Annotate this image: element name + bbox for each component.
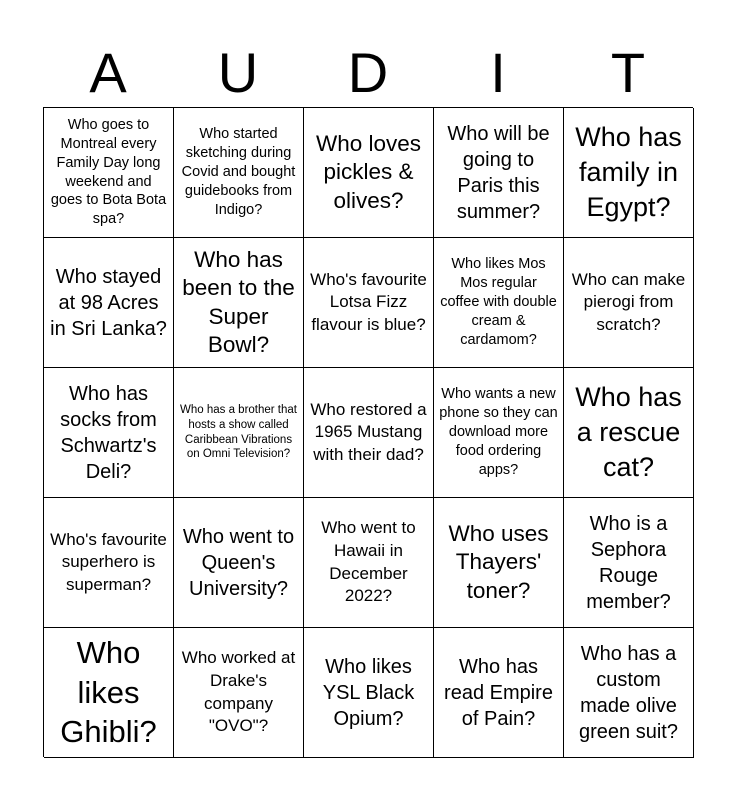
cell-text: Who went to Queen's University? bbox=[182, 525, 295, 600]
cell-text: Who stayed at 98 Acres in Sri Lanka? bbox=[50, 265, 167, 340]
cell-text: Who restored a 1965 Mustang with their dad? bbox=[310, 399, 427, 464]
bingo-cell-r4c1[interactable] bbox=[44, 498, 174, 628]
header-letter-d: D bbox=[347, 41, 389, 104]
bingo-cell-r4c2[interactable] bbox=[174, 498, 304, 628]
bingo-cell-r3c4[interactable] bbox=[434, 368, 564, 498]
bingo-cell-r4c4[interactable] bbox=[434, 498, 564, 628]
bingo-grid bbox=[43, 107, 693, 757]
cell-text: Who has family in Egypt? bbox=[575, 121, 682, 223]
bingo-cell-r5c1[interactable] bbox=[44, 628, 174, 758]
cell-text: Who will be going to Paris this summer? bbox=[447, 122, 550, 223]
header-letter-u: U bbox=[217, 41, 259, 104]
bingo-cell-r4c3[interactable] bbox=[304, 498, 434, 628]
cell-text: Who likes Mos Mos regular coffee with double cream & cardamom? bbox=[440, 256, 557, 348]
cell-text: Who has socks from Schwartz's Deli? bbox=[60, 382, 157, 483]
bingo-cell-r2c4[interactable] bbox=[434, 238, 564, 368]
cell-text: Who goes to Montreal every Family Day long weekend and goes to Bota Bota spa? bbox=[50, 116, 167, 228]
cell-text: Who has a rescue cat? bbox=[575, 381, 682, 483]
header-letter-t: T bbox=[610, 41, 646, 104]
cell-text: Who has a brother that hosts a show called Caribbean Vibrations on Omni Television? bbox=[180, 403, 297, 461]
bingo-cell-r2c3[interactable] bbox=[304, 238, 434, 368]
bingo-cell-r2c2[interactable] bbox=[174, 238, 304, 368]
cell-text: Who can make pierogi from scratch? bbox=[571, 269, 686, 334]
bingo-cell-r5c2[interactable] bbox=[174, 628, 304, 758]
cell-text: Who went to Hawaii in December 2022? bbox=[321, 518, 416, 606]
cell-text: Who likes Ghibli? bbox=[60, 634, 157, 750]
bingo-cell-r3c3[interactable] bbox=[304, 368, 434, 498]
cell-text: Who has read Empire of Pain? bbox=[444, 655, 553, 730]
bingo-cell-r5c4[interactable] bbox=[434, 628, 564, 758]
bingo-cell-r1c4[interactable] bbox=[434, 108, 564, 238]
cell-text: Who likes YSL Black Opium? bbox=[322, 655, 415, 730]
cell-text: Who started sketching during Covid and bought guidebooks from Indigo? bbox=[181, 126, 296, 218]
bingo-cell-r1c2[interactable] bbox=[174, 108, 304, 238]
cell-text: Who's favourite superhero is superman? bbox=[50, 529, 167, 594]
cell-text: Who has been to the Super Bowl? bbox=[182, 247, 295, 357]
cell-text: Who's favourite Lotsa Fizz flavour is blue? bbox=[310, 269, 427, 334]
bingo-cell-r1c1[interactable] bbox=[44, 108, 174, 238]
cell-text: Who loves pickles & olives? bbox=[315, 131, 422, 213]
cell-text: Who worked at Drake's company "OVO"? bbox=[181, 648, 296, 736]
bingo-cell-r5c5[interactable] bbox=[564, 628, 694, 758]
bingo-cell-r3c2[interactable] bbox=[174, 368, 304, 498]
cell-text: Who has a custom made olive green suit? bbox=[579, 642, 678, 743]
bingo-cell-r5c3[interactable] bbox=[304, 628, 434, 758]
bingo-header bbox=[43, 40, 693, 106]
bingo-cell-r3c5[interactable] bbox=[564, 368, 694, 498]
bingo-cell-r4c5[interactable] bbox=[564, 498, 694, 628]
cell-text: Who wants a new phone so they can download more food ordering apps? bbox=[439, 386, 558, 478]
cell-text: Who is a Sephora Rouge member? bbox=[586, 512, 671, 613]
bingo-cell-r2c5[interactable] bbox=[564, 238, 694, 368]
header-letter-a: A bbox=[89, 41, 127, 104]
header-letter-i: I bbox=[490, 41, 506, 104]
cell-text: Who uses Thayers' toner? bbox=[448, 521, 549, 603]
bingo-cell-r1c5[interactable] bbox=[564, 108, 694, 238]
bingo-cell-r2c1[interactable] bbox=[44, 238, 174, 368]
bingo-cell-r1c3[interactable] bbox=[304, 108, 434, 238]
bingo-cell-r3c1[interactable] bbox=[44, 368, 174, 498]
